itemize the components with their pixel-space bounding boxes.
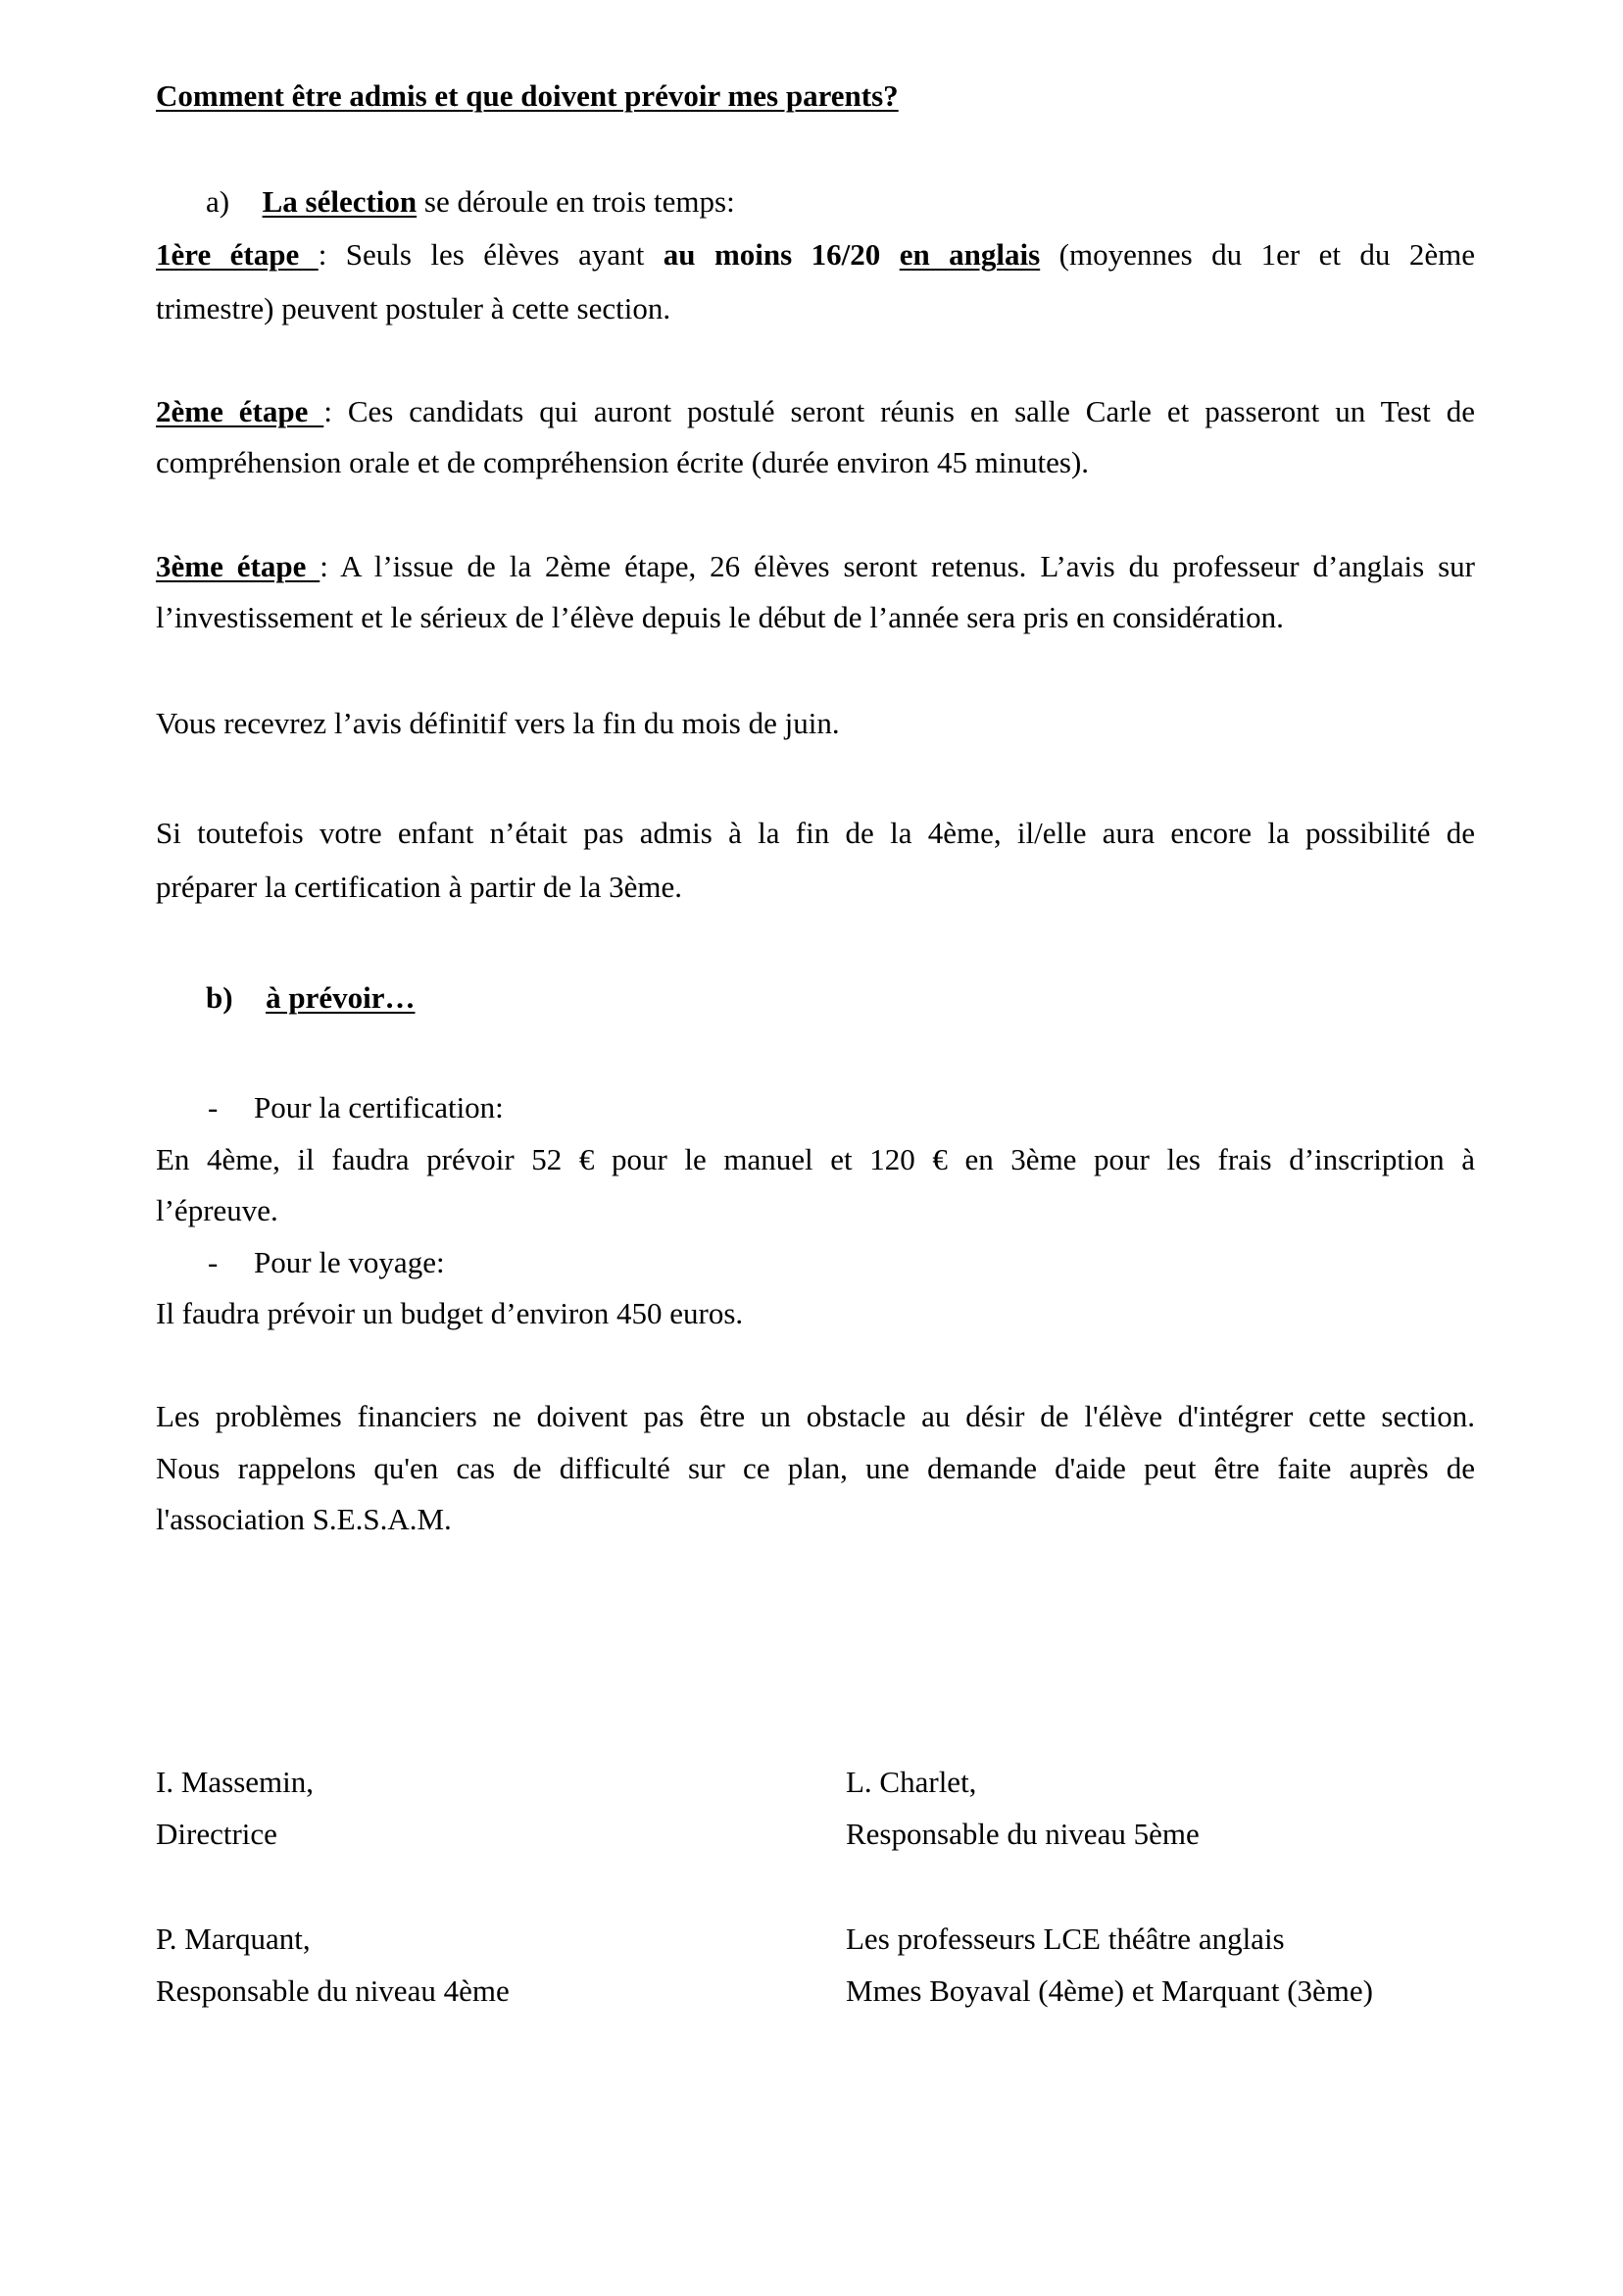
signature-name: P. Marquant, — [156, 1922, 311, 1956]
step1-bold-subject: en anglais — [899, 237, 1041, 272]
step2-paragraph-line1 — [156, 392, 1475, 431]
step1-text-a: : Seuls les élèves ayant — [318, 237, 664, 272]
final-notice-paragraph: Vous recevrez l’avis définitif vers la fin du mois de juin. — [156, 706, 840, 740]
section-b-marker: b) — [206, 980, 233, 1015]
voyage-line1: Il faudra prévoir un budget d’environ 450 euros. — [156, 1296, 744, 1330]
page-title: Comment être admis et que doivent prévoir mes parents? — [156, 78, 899, 113]
step2-text: : Ces candidats qui auront postulé seront réunis en salle Carle et passeront un Test de — [323, 394, 1475, 428]
section-a-title: La sélection — [262, 184, 418, 219]
certification-line1: En 4ème, il faudra prévoir 52 € pour le manuel et 120 € en 3ème pour les frais d’inscription à — [156, 1142, 1475, 1176]
step3-label: 3ème étape — [156, 549, 320, 583]
step1-bold-score: au moins 16/20 — [663, 237, 881, 272]
step1-label: 1ère étape — [156, 237, 319, 272]
financial-paragraph-line3: l'association S.E.S.A.M. — [156, 1502, 452, 1536]
signature-name: I. Massemin, — [156, 1765, 315, 1799]
financial-paragraph-line1: Les problèmes financiers ne doivent pas être un obstacle au désir de l'élève d'intégrer cette section. — [156, 1399, 1475, 1433]
step1-paragraph-line2: trimestre) peuvent postuler à cette section. — [156, 291, 671, 325]
step2-paragraph-line2: compréhension orale et de compréhension écrite (durée environ 45 minutes). — [156, 445, 1090, 479]
toutefois-paragraph-line1: Si toutefois votre enfant n’était pas admis à la fin de la 4ème, il/elle aura encore la possibilité de — [156, 816, 1475, 850]
signature-role: Responsable du niveau 5ème — [846, 1817, 1200, 1851]
signature-role: Directrice — [156, 1817, 277, 1851]
step1-text-b: (moyennes du 1er et du 2ème — [1040, 237, 1475, 272]
voyage-item-label: Pour le voyage: — [254, 1245, 445, 1279]
signature-role: Mmes Boyaval (4ème) et Marquant (3ème) — [846, 1973, 1374, 2008]
voyage-bullet-dash: - — [208, 1245, 219, 1279]
section-a-marker: a) — [206, 184, 230, 219]
certification-bullet-dash: - — [208, 1090, 219, 1124]
certification-item-label: Pour la certification: — [254, 1090, 504, 1124]
section-b-title: à prévoir… — [266, 980, 416, 1015]
section-a-heading — [206, 182, 735, 222]
step2-label: 2ème étape — [156, 394, 324, 428]
toutefois-paragraph-line2: préparer la certification à partir de la 3ème. — [156, 870, 683, 904]
step1-paragraph-line1 — [156, 235, 1475, 275]
signature-role: Responsable du niveau 4ème — [156, 1973, 510, 2008]
certification-line2: l’épreuve. — [156, 1193, 278, 1227]
signature-name: Les professeurs LCE théâtre anglais — [846, 1922, 1285, 1956]
section-a-rest: se déroule en trois temps: — [417, 184, 735, 219]
signature-name: L. Charlet, — [846, 1765, 977, 1799]
step3-text: : A l’issue de la 2ème étape, 26 élèves seront retenus. L’avis du professeur d’anglais sur — [320, 549, 1475, 583]
step3-paragraph-line1 — [156, 547, 1475, 586]
step3-paragraph-line2: l’investissement et le sérieux de l’élève depuis le début de l’année sera pris en considération. — [156, 600, 1284, 634]
financial-paragraph-line2: Nous rappelons qu'en cas de difficulté sur ce plan, une demande d'aide peut être faite auprès de — [156, 1451, 1475, 1485]
section-b-heading — [206, 978, 415, 1018]
